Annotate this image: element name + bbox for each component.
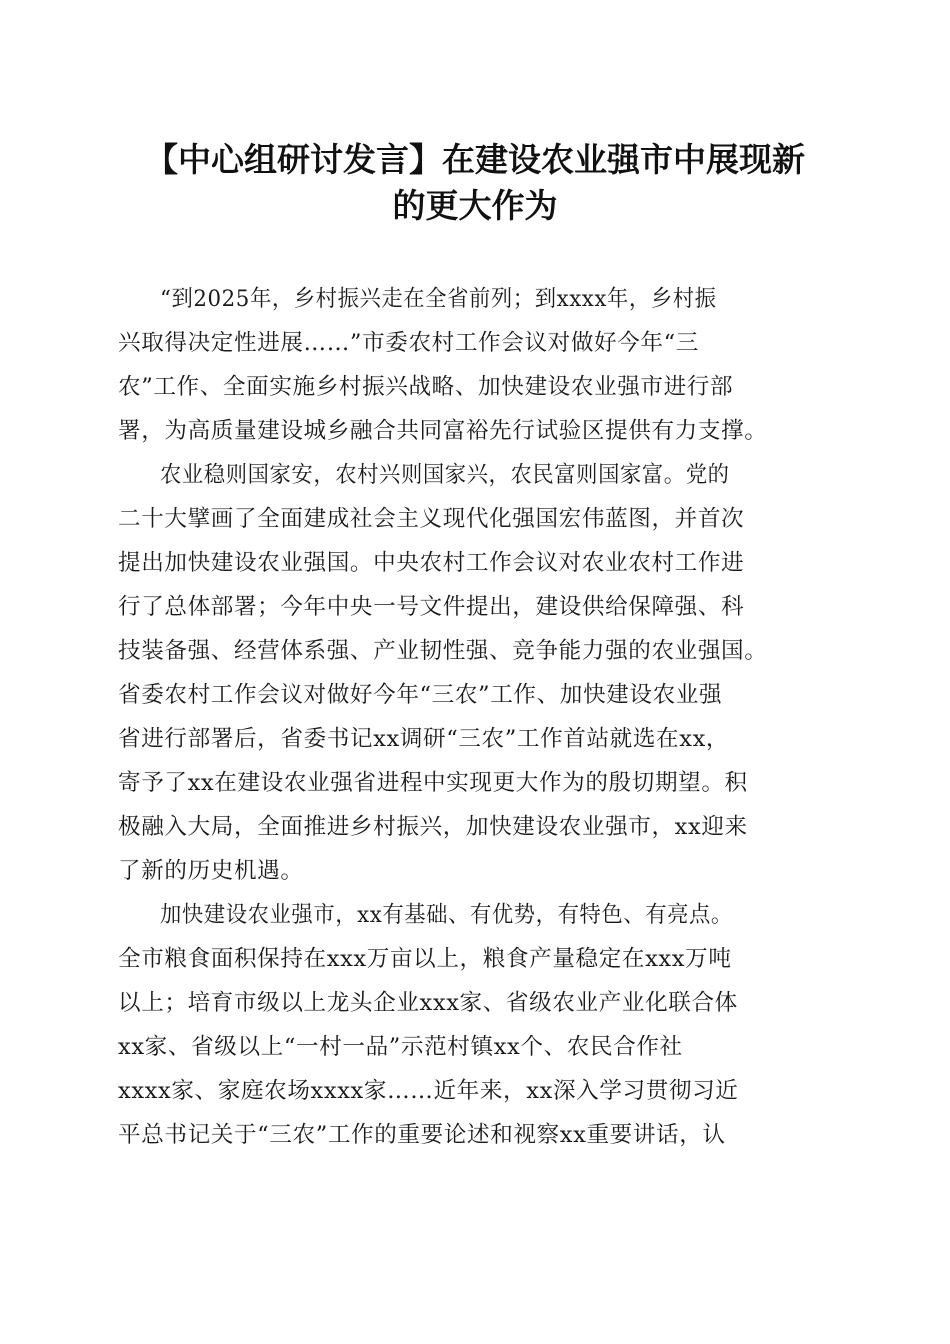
paragraph-2-line-2: 二十大擘画了全面建成社会主义现代化强国宏伟蓝图，并首次 [118,506,745,532]
paragraph-1-line-4: 署，为高质量建设城乡融合共同富裕先行试验区提供有力支撑。 [118,418,768,444]
paragraph-3-line-1: 加快建设农业强市，xx有基础、有优势，有特色、有亮点。 [160,902,733,928]
paragraph-3-line-4: xx家、省级以上“一村一品”示范村镇xx个、农民合作社 [118,1034,683,1060]
paragraph-3-line-3: 以上；培育市级以上龙头企业xxx家、省级农业产业化联合体 [118,990,738,1016]
paragraph-2-line-3: 提出加快建设农业强国。中央农村工作会议对农业农村工作进 [118,550,745,576]
paragraph-3-line-2: 全市粮食面积保持在xxx万亩以上，粮食产量稳定在xxx万吨 [118,946,732,972]
paragraph-3-line-5: xxxx家、家庭农场xxxx家……近年来，xx深入学习贯彻习近 [118,1078,739,1104]
document-title-line-1: 【中心组研讨发言】在建设农业强市中展现新 [145,140,805,179]
paragraph-3-line-6: 平总书记关于“三农”工作的重要论述和视察xx重要讲话，认 [118,1122,726,1148]
paragraph-2-line-1: 农业稳则国家安，农村兴则国家兴，农民富则国家富。党的 [160,462,730,488]
paragraph-1-line-3: 农”工作、全面实施乡村振兴战略、加快建设农业强市进行部 [118,374,734,400]
paragraph-2-line-8: 寄予了xx在建设农业强省进程中实现更大作为的殷切期望。积 [118,770,748,796]
document-title-line-2: 的更大作为 [392,186,558,225]
paragraph-2-line-9: 极融入大局，全面推进乡村振兴，加快建设农业强市，xx迎来 [118,814,748,840]
paragraph-1-line-2: 兴取得决定性进展……”市委农村工作会议对做好今年“三 [118,330,699,356]
paragraph-2-line-7: 省进行部署后，省委书记xx调研“三农”工作首站就选在xx， [118,726,730,752]
paragraph-2-line-5: 技装备强、经营体系强、产业韧性强、竞争能力强的农业强国。 [118,638,768,664]
paragraph-2-line-6: 省委农村工作会议对做好今年“三农”工作、加快建设农业强 [118,682,723,708]
paragraph-1-line-1: “到2025年，乡村振兴走在全省前列；到xxxx年，乡村振 [160,286,717,312]
paragraph-2-line-10: 了新的历史机遇。 [118,858,304,884]
paragraph-2-line-4: 行了总体部署；今年中央一号文件提出，建设供给保障强、科 [118,594,745,620]
